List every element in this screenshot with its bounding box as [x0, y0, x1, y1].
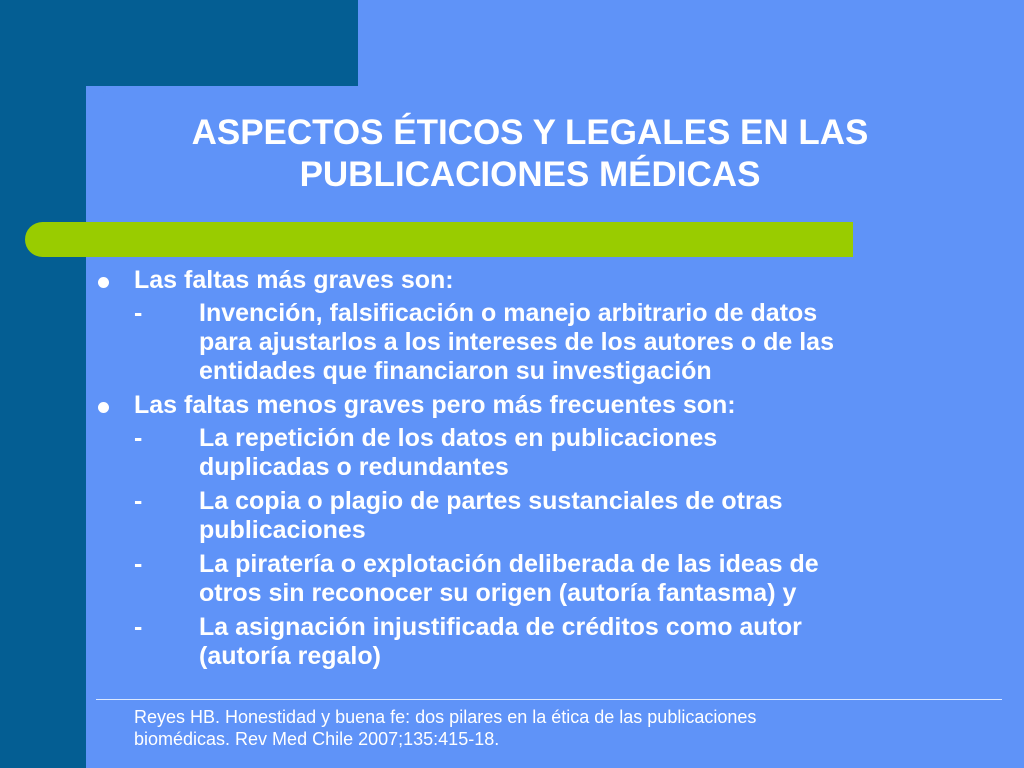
reference-citation [134, 706, 974, 750]
dash-marker: - [134, 550, 143, 578]
sub-line: entidades que financiaron su investigación [199, 357, 712, 385]
bullet-list [96, 266, 996, 676]
title-line-1: ASPECTOS ÉTICOS Y LEGALES EN LAS [191, 113, 869, 152]
sub-line: La copia o plagio de partes sustanciales de otras [199, 487, 783, 515]
bullet-text: Las faltas más graves son: [134, 266, 454, 294]
sub-line: publicaciones [199, 516, 366, 544]
sub-line: La piratería o explotación deliberada de las ideas de [199, 550, 819, 578]
title-line-2: PUBLICACIONES MÉDICAS [299, 155, 761, 194]
sub-line: otros sin reconocer su origen (autoría fantasma) y [199, 579, 797, 607]
sub-item [96, 424, 996, 482]
bullet-dot-icon [98, 277, 109, 288]
left-dark-panel [0, 0, 86, 768]
sub-line: La asignación injustificada de créditos como autor [199, 613, 802, 641]
reference-line-1: Reyes HB. Honestidad y buena fe: dos pilares en la ética de las publicaciones [134, 707, 757, 727]
reference-line-2: biomédicas. Rev Med Chile 2007;135:415-18. [134, 729, 500, 749]
sub-line: duplicadas o redundantes [199, 453, 509, 481]
top-dark-panel [0, 0, 358, 86]
accent-bar [25, 222, 853, 257]
dash-marker: - [134, 613, 143, 641]
sub-item [96, 613, 996, 671]
dash-marker: - [134, 299, 143, 327]
sub-line: Invención, falsificación o manejo arbitrario de datos [199, 299, 818, 327]
slide-title [120, 112, 940, 196]
bullet-text: Las faltas menos graves pero más frecuentes son: [134, 391, 736, 419]
bullet-dot-icon [98, 402, 109, 413]
bullet-item [96, 391, 996, 420]
bullet-item [96, 266, 996, 295]
sub-item [96, 550, 996, 608]
dash-marker: - [134, 424, 143, 452]
sub-line: para ajustarlos a los intereses de los autores o de las [199, 328, 834, 356]
sub-item [96, 299, 996, 386]
dash-marker: - [134, 487, 143, 515]
sub-line: (autoría regalo) [199, 642, 381, 670]
reference-divider [96, 699, 1002, 700]
sub-line: La repetición de los datos en publicaciones [199, 424, 718, 452]
sub-item [96, 487, 996, 545]
